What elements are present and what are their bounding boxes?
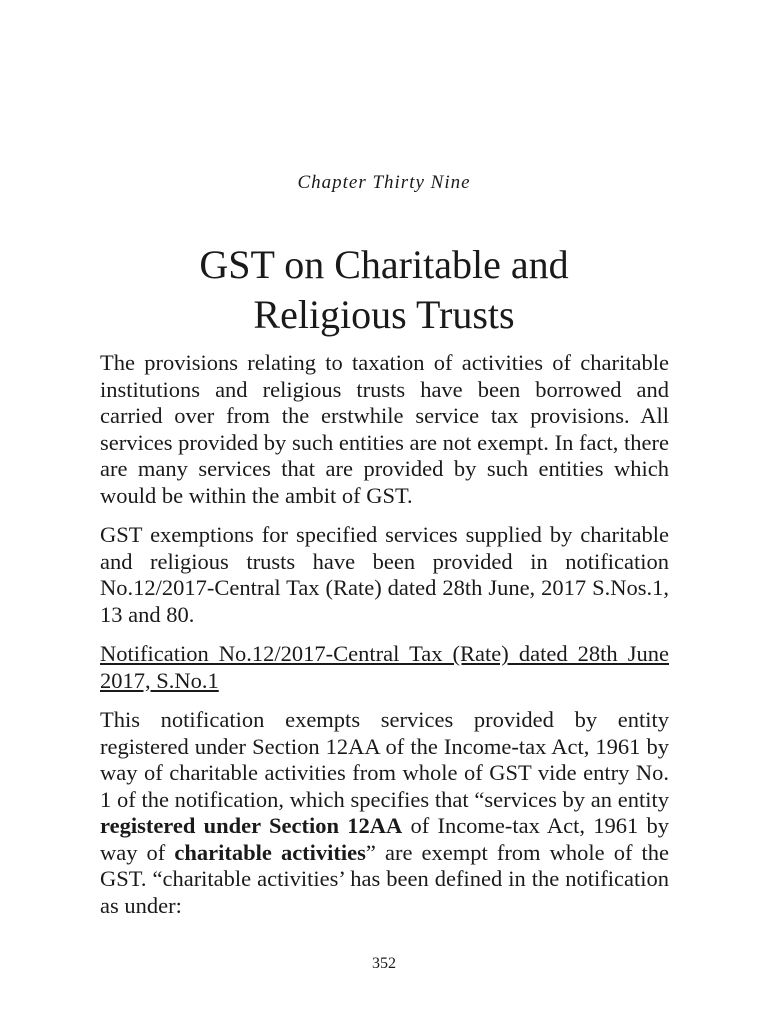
notification-heading: Notification No.12/2017-Central Tax (Rate) dated 28th June 2017, S.No.1 <box>100 641 669 693</box>
paragraph-exemptions: GST exemptions for specified services supplied by charitable and religious trusts have been provided in notification No.12/2017-Central Tax (Rate) dated 28th June, 2017 S.Nos.1, 13 and 80. <box>100 522 669 627</box>
paragraph-notification <box>100 707 669 919</box>
title-line-1: GST on Charitable and <box>199 242 569 287</box>
page-title <box>0 240 768 340</box>
chapter-label: Chapter Thirty Nine <box>297 172 471 193</box>
bold-charitable-activities: charitable activities <box>174 839 366 865</box>
paragraph-notification-part-1: This notification exempts services provided by entity registered under Section 12AA of the Income-tax Act, 1961 by way of charitable activities from whole of GST vide entry No. 1 of the notification, which specifies that “services by an entity <box>100 707 669 812</box>
body-text <box>100 350 669 932</box>
paragraph-notification-part-3: ” are exempt from whole of the GST. “charitable activities’ has been defined in the notification as under: <box>100 839 670 918</box>
title-line-2: Religious Trusts <box>253 292 515 337</box>
paragraph-intro: The provisions relating to taxation of activities of charitable institutions and religious trusts have been borrowed and carried over from the erstwhile service tax provisions. All services provided by such entities are not exempt. In fact, there are many services that are provided by such entities which would be within the ambit of GST. <box>100 350 669 508</box>
bold-section-12aa: registered under Section 12AA <box>100 813 403 838</box>
paragraph-notification-part-2: of Income-tax Act, 1961 by way of <box>100 813 669 865</box>
page-number: 352 <box>372 955 396 972</box>
